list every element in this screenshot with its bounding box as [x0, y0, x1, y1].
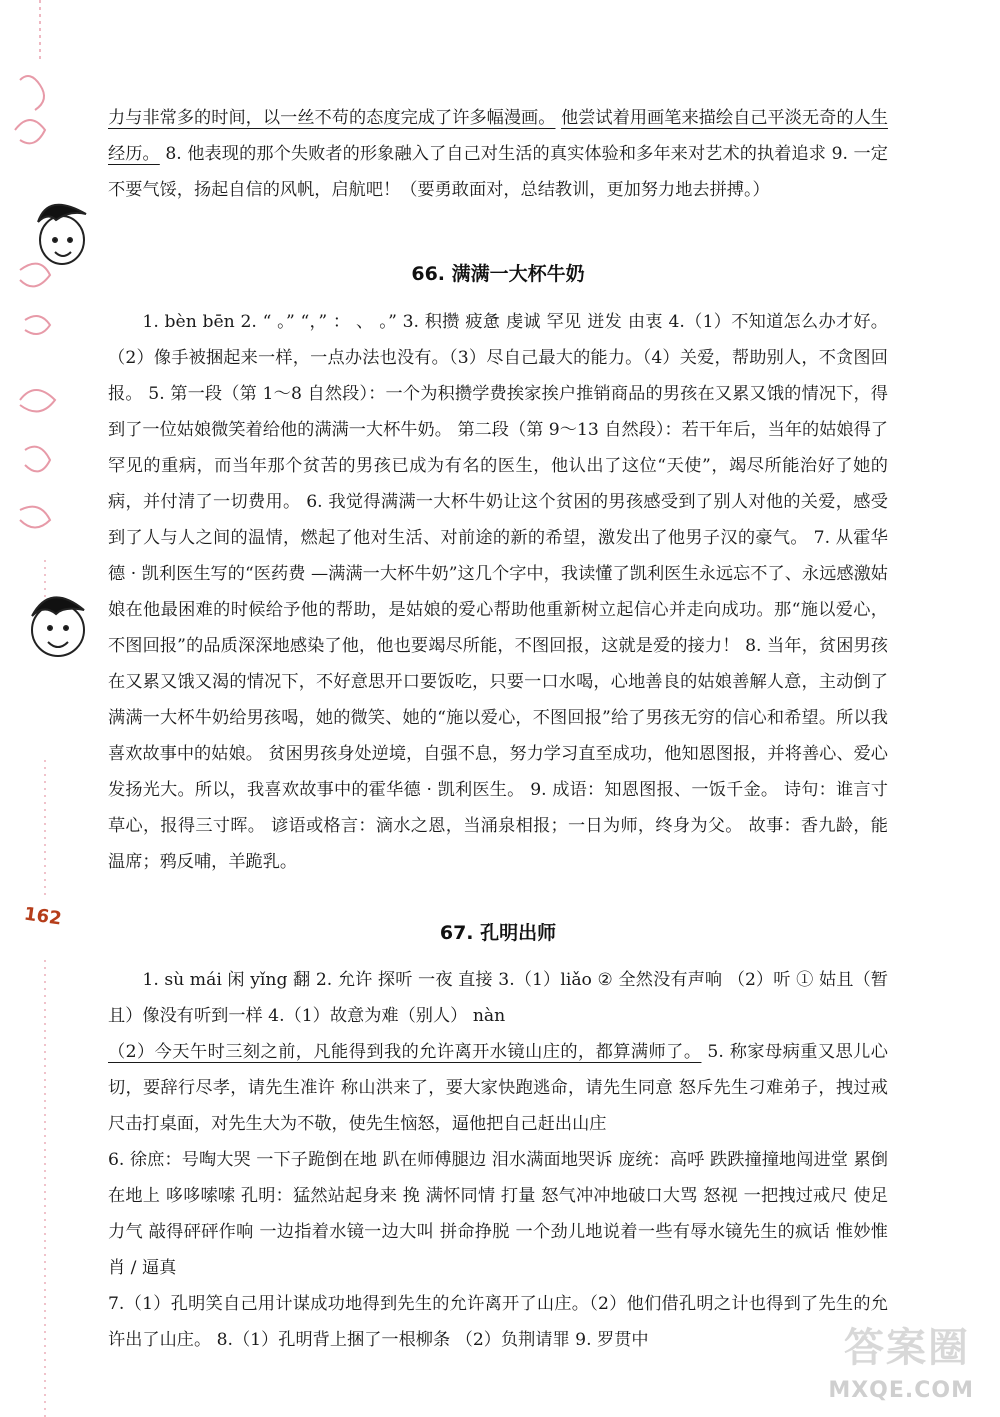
section-67-paragraph-4: 7.（1）孔明笑自己用计谋成功地得到先生的允许离开了山庄。（2）他们借孔明之计也得到了先生的允许出了山庄。 8.（1）孔明背上捆了一根柳条 （2）负荆请罪 9. 罗贯中	[108, 1294, 888, 1350]
margin-doodle-illustration	[0, 0, 100, 1417]
section-66-paragraph: 1. bèn bēn 2. “ 。” “，” ： 、 。” 3. 积攒 疲惫 虔诚 罕见 迸发 由衷 4.（1）不知道怎么办才好。（2）像手被捆起来一样，一点办法也没有。（3）尽自己最大的能力。（4）关爱，帮助别人，不贪图回报。 5. 第一段（第 1～8 自然段）：一个为积攒学费挨家挨户推销商品的男孩在又累又饿的情况下，得到了一位姑娘微笑着给他的满满一大杯牛奶。 第二段（第 9～13 自然段）：若干年后，当年的姑娘得了罕见的重病，而当年那个贫苦的男孩已成为有名的医生，他认出了这位“天使”，竭尽所能治好了她的病，并付清了一切费用。 6. 我觉得满满一大杯牛奶让这个贫困的男孩感受到了别人对他的关爱，感受到了人与人之间的温情，燃起了他对生活、对前途的新的希望，激发出了他男子汉的豪气。 7. 从霍华德 · 凯利医生写的“医药费 —满满一大杯牛奶”这几个字中，我读懂了凯利医生永远忘不了、永远感激姑娘在他最困难的时候给予他的帮助，是姑娘的爱心帮助他重新树立起信心并走向成功。那“施以爱心，不图回报”的品质深深地感染了他，他也要竭尽所能，不图回报，这就是爱的接力！ 8. 当年，贫困男孩在又累又饿又渴的情况下，不好意思开口要饭吃，只要一口水喝，心地善良的姑娘善解人意，主动倒了满满一大杯牛奶给男孩喝，她的微笑、她的“施以爱心，不图回报”给了男孩无穷的信心和希望。所以我喜欢故事中的姑娘。 贫困男孩身处逆境，自强不息，努力学习直至成功，他知恩图报，并将善心、爱心发扬光大。所以，我喜欢故事中的霍华德 · 凯利医生。 9. 成语：知恩图报、一饭千金。 诗句：谁言寸草心，报得三寸晖。 谚语或格言：滴水之恩，当涌泉相报；一日为师，终身为父。 故事：香九龄，能温席；鸦反哺，羊跪乳。	[108, 312, 888, 872]
underlined-answer: （2）今天午时三刻之前，凡能得到我的允许离开水镜山庄的，都算满师了。	[108, 1042, 702, 1062]
underlined-answer: 平淡无奇的人生经历。	[108, 108, 888, 164]
answer-text: 5. 称家母病重又思儿心切，要辞行尽孝，请先生准许 称山洪来了，要大家快跑逃命，请先生同意 怒斥先生刁难弟子，拽过戒尺击打桌面，对先生大为不敬，使先生恼怒，逼他把自己赶出山庄	[108, 1042, 888, 1134]
section-67-answers	[108, 962, 888, 1358]
section-67-paragraph-2	[108, 1034, 888, 1142]
answer-text: 8. 他表现的那个失败者的形象融入了自己对生活的真实体验和多年来对艺术的执着追求 9. 一定不要气馁，扬起自信的风帆，启航吧！（要勇敢面对，总结教训，更加努力地去拼搏。）	[108, 144, 888, 200]
section-67-paragraph-3: 6. 徐庶：号啕大哭 一下子跪倒在地 趴在师傅腿边 泪水满面地哭诉 庞统：高呼 跌跌撞撞地闯进堂 累倒在地上 哆哆嗦嗦 孔明：猛然站起身来 挽 满怀同情 打量 怒气冲冲地破口大骂 怒视 一把拽过戒尺 使足力气 敲得砰砰作响 一边指着水镜一边大叫 拼命挣脱 一个劲儿地说着一些有辱水镜先生的疯话 惟妙惟肖 / 逼真	[108, 1150, 888, 1278]
page-number: 162	[22, 903, 63, 930]
continued-paragraph	[108, 100, 888, 208]
section-66-answers	[108, 304, 888, 880]
watermark-logo: 答案圈	[844, 1325, 970, 1371]
underlined-answer: 力与非常多的时间，以一丝不苟的态度完成了许多幅漫画。	[108, 108, 556, 128]
underlined-answer: 他尝试着用画笔来描绘自己	[560, 108, 768, 128]
watermark-url: MXQE.COM	[828, 1378, 974, 1403]
continued-answers	[108, 100, 888, 208]
section-67-paragraph-1: 1. sù mái 闲 yǐng 翻 2. 允许 探听 一夜 直接 3.（1）liǎo ② 全然没有声响 （2）听 ① 姑且（暂且）像没有听到一样 4.（1）故意为难（别人） nàn	[108, 970, 888, 1026]
section-67-title: 67. 孔明出师	[439, 922, 557, 944]
section-66-title: 66. 满满一大杯牛奶	[411, 263, 585, 285]
